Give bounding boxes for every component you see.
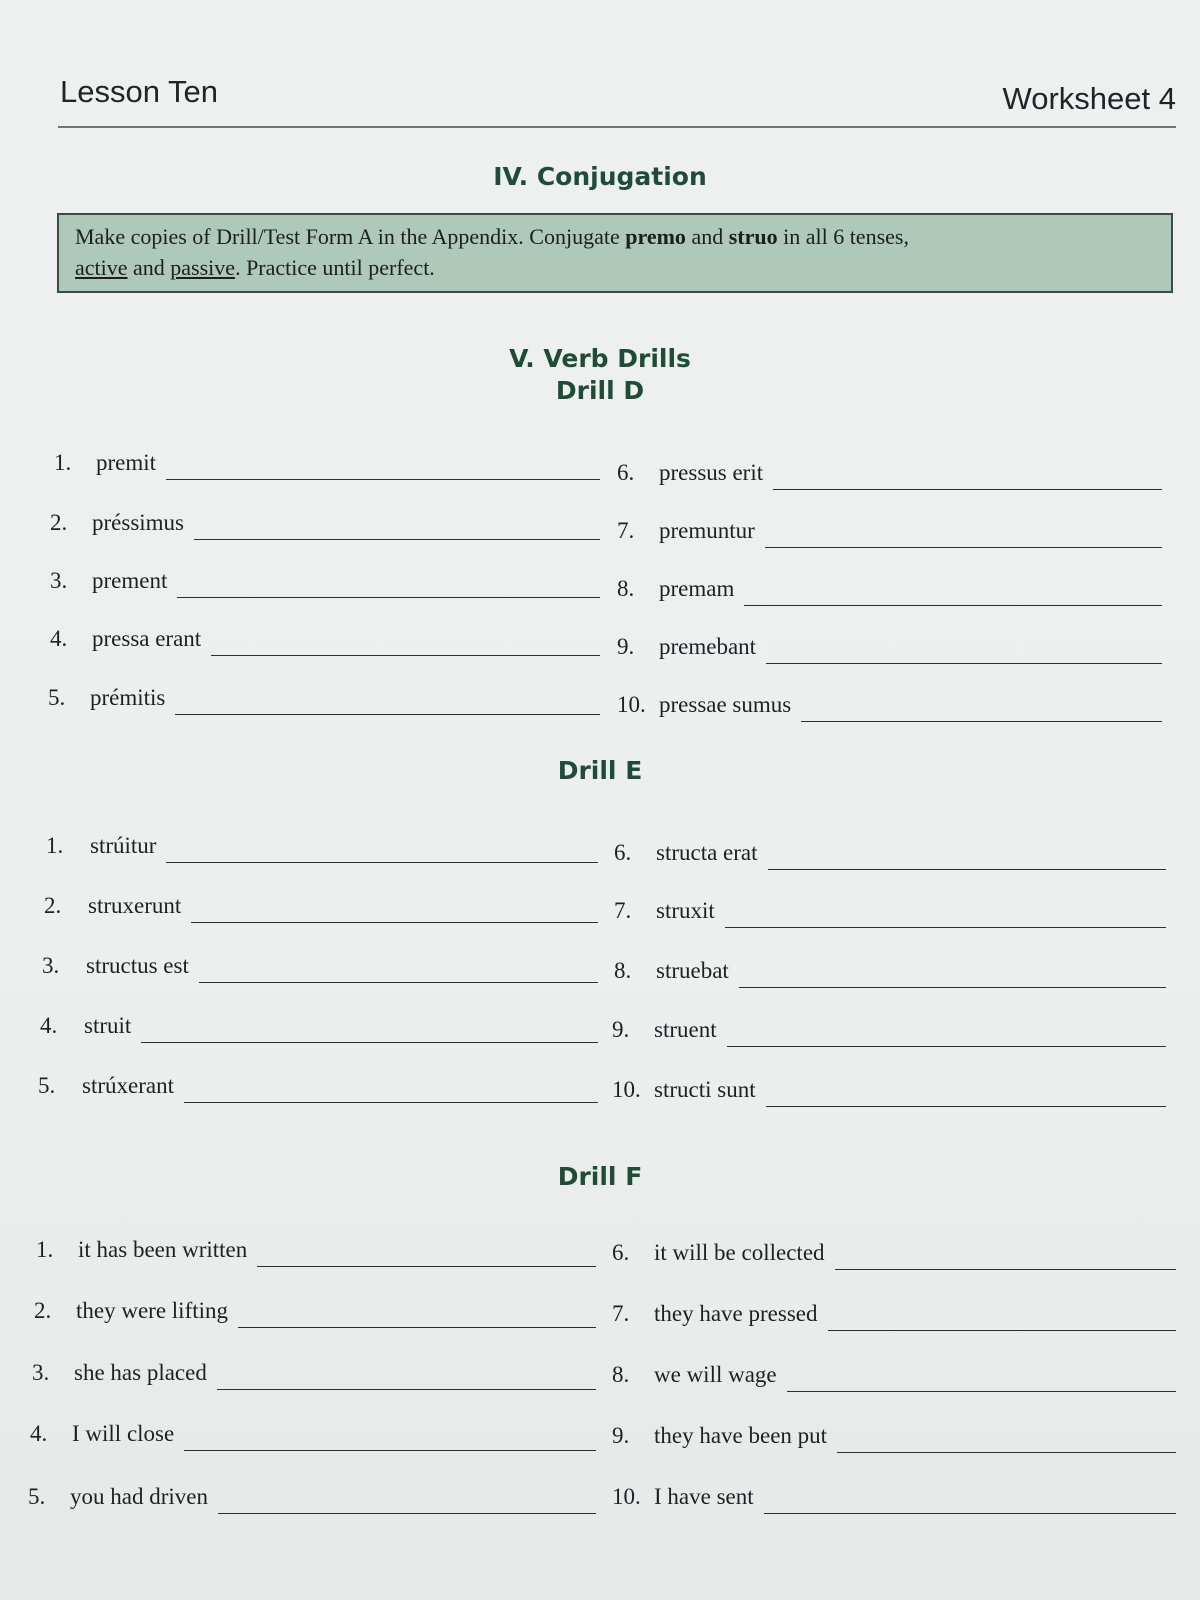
instruction-and: and [685,224,729,249]
answer-blank[interactable] [768,869,1166,870]
drill-d-item [48,685,600,719]
item-number: 2. [50,510,68,535]
item-prompt: structa erat [656,840,758,865]
item-number: 10. [612,1077,641,1102]
item-number: 7. [617,518,635,543]
item-prompt: she has placed [74,1360,207,1385]
answer-blank[interactable] [787,1391,1176,1392]
instruction-text-2: in all 6 tenses, [777,224,909,249]
answer-blank[interactable] [837,1452,1176,1453]
page-header [58,70,1176,128]
answer-blank[interactable] [175,714,600,715]
item-number: 9. [612,1423,630,1448]
section-iv-title: IV. Conjugation [493,162,707,191]
answer-blank[interactable] [211,655,600,656]
drill-e-item [612,1017,1166,1051]
drill-d-item [50,510,600,544]
item-number: 1. [36,1237,54,1262]
drill-f-item [30,1421,596,1455]
item-prompt: préssimus [92,510,184,535]
answer-blank[interactable] [257,1266,596,1267]
item-number: 5. [48,685,66,710]
drill-d-item [617,576,1162,610]
drill-e-item [46,833,598,867]
item-prompt: premam [659,576,735,601]
drill-d-item [50,626,600,660]
drill-f-item [36,1237,596,1271]
answer-blank[interactable] [744,605,1162,606]
item-prompt: struent [654,1017,717,1042]
answer-blank[interactable] [184,1102,598,1103]
answer-blank[interactable] [725,927,1166,928]
answer-blank[interactable] [184,1450,596,1451]
item-number: 3. [32,1360,50,1385]
item-prompt: premit [96,450,157,475]
item-prompt: prémitis [90,685,166,710]
answer-blank[interactable] [764,1513,1176,1514]
answer-blank[interactable] [828,1330,1177,1331]
answer-blank[interactable] [835,1269,1176,1270]
answer-blank[interactable] [177,597,600,598]
item-number: 8. [614,958,632,983]
drill-d-title: Drill D [555,376,645,405]
item-number: 8. [617,576,635,601]
instruction-text-3: . Practice until perfect. [235,255,435,280]
item-number: 10. [612,1484,641,1509]
answer-blank[interactable] [766,1106,1166,1107]
item-prompt: I will close [72,1421,175,1446]
section-v-title: V. Verb Drills [509,344,691,373]
drill-e-item [614,898,1166,932]
answer-blank[interactable] [727,1046,1166,1047]
item-number: 9. [617,634,635,659]
item-number: 4. [50,626,68,651]
item-number: 6. [614,840,632,865]
item-prompt: it will be collected [654,1240,825,1265]
answer-blank[interactable] [166,479,600,480]
item-prompt: we will wage [654,1362,777,1387]
item-prompt: pressus erit [659,460,764,485]
drill-f-item [612,1362,1176,1396]
voice-passive: passive [170,255,236,280]
item-number: 4. [40,1013,58,1038]
item-prompt: you had driven [70,1484,208,1509]
drill-d-item [617,634,1162,668]
drill-f-item [612,1423,1176,1457]
item-prompt: premuntur [659,518,755,543]
item-number: 6. [617,460,635,485]
item-number: 1. [54,450,72,475]
voice-active: active [75,255,128,280]
answer-blank[interactable] [801,721,1162,722]
item-number: 2. [34,1298,52,1323]
drill-f-item [612,1240,1176,1274]
drill-d-item [617,460,1162,494]
item-prompt: prement [92,568,168,593]
item-number: 1. [46,833,64,858]
item-prompt: pressa erant [92,626,202,651]
item-number: 5. [28,1484,46,1509]
instruction-text-1: Make copies of Drill/Test Form A in the Appendix. Conjugate [75,224,626,249]
drill-f-item [612,1301,1176,1335]
item-number: 2. [44,893,62,918]
drill-f-item [34,1298,596,1332]
answer-blank[interactable] [765,547,1162,548]
item-prompt: structi sunt [654,1077,756,1102]
item-prompt: strúitur [90,833,157,858]
item-number: 7. [614,898,632,923]
item-prompt: they have pressed [654,1301,818,1326]
instruction-and-2: and [127,255,171,280]
answer-blank[interactable] [238,1327,596,1328]
drill-d-item [50,568,600,602]
drill-e-item [40,1013,598,1047]
item-prompt: struebat [656,958,729,983]
drill-e-item [612,1077,1166,1111]
answer-blank[interactable] [166,862,598,863]
drill-e-item [614,958,1166,992]
item-number: 3. [42,953,60,978]
item-prompt: structus est [86,953,189,978]
answer-blank[interactable] [766,663,1162,664]
drill-f-title: Drill F [557,1162,643,1191]
drill-e-item [614,840,1166,874]
item-number: 5. [38,1073,56,1098]
drill-d-item [617,518,1162,552]
drill-f-item [28,1484,596,1518]
item-prompt: struxerunt [88,893,182,918]
drill-e-title: Drill E [557,756,643,785]
item-prompt: I have sent [654,1484,754,1509]
verb-premo: premo [625,224,686,249]
answer-blank[interactable] [199,982,598,983]
drill-e-item [44,893,598,927]
item-prompt: it has been written [78,1237,248,1262]
drill-f-item [32,1360,596,1394]
item-number: 9. [612,1017,630,1042]
item-prompt: struxit [656,898,715,923]
item-number: 3. [50,568,68,593]
drill-d-item [54,450,600,484]
answer-blank[interactable] [141,1042,598,1043]
item-prompt: pressae sumus [659,692,792,717]
item-prompt: they have been put [654,1423,828,1448]
answer-blank[interactable] [773,489,1162,490]
drill-d-item [617,692,1162,726]
lesson-title: Lesson Ten [60,74,218,109]
item-number: 8. [612,1362,630,1387]
item-prompt: strúxerant [82,1073,174,1098]
item-number: 10. [617,692,646,717]
answer-blank[interactable] [191,922,598,923]
item-prompt: premebant [659,634,757,659]
answer-blank[interactable] [218,1513,596,1514]
instruction-box [57,213,1173,293]
drill-e-item [38,1073,598,1107]
item-prompt: they were lifting [76,1298,229,1323]
item-number: 4. [30,1421,48,1446]
item-prompt: struit [84,1013,132,1038]
verb-struo: struo [728,224,778,249]
drill-e-item [42,953,598,987]
worksheet-title: Worksheet 4 [1002,81,1176,116]
answer-blank[interactable] [217,1389,596,1390]
answer-blank[interactable] [739,987,1166,988]
item-number: 6. [612,1240,630,1265]
drill-f-item [612,1484,1176,1518]
answer-blank[interactable] [194,539,600,540]
item-number: 7. [612,1301,630,1326]
